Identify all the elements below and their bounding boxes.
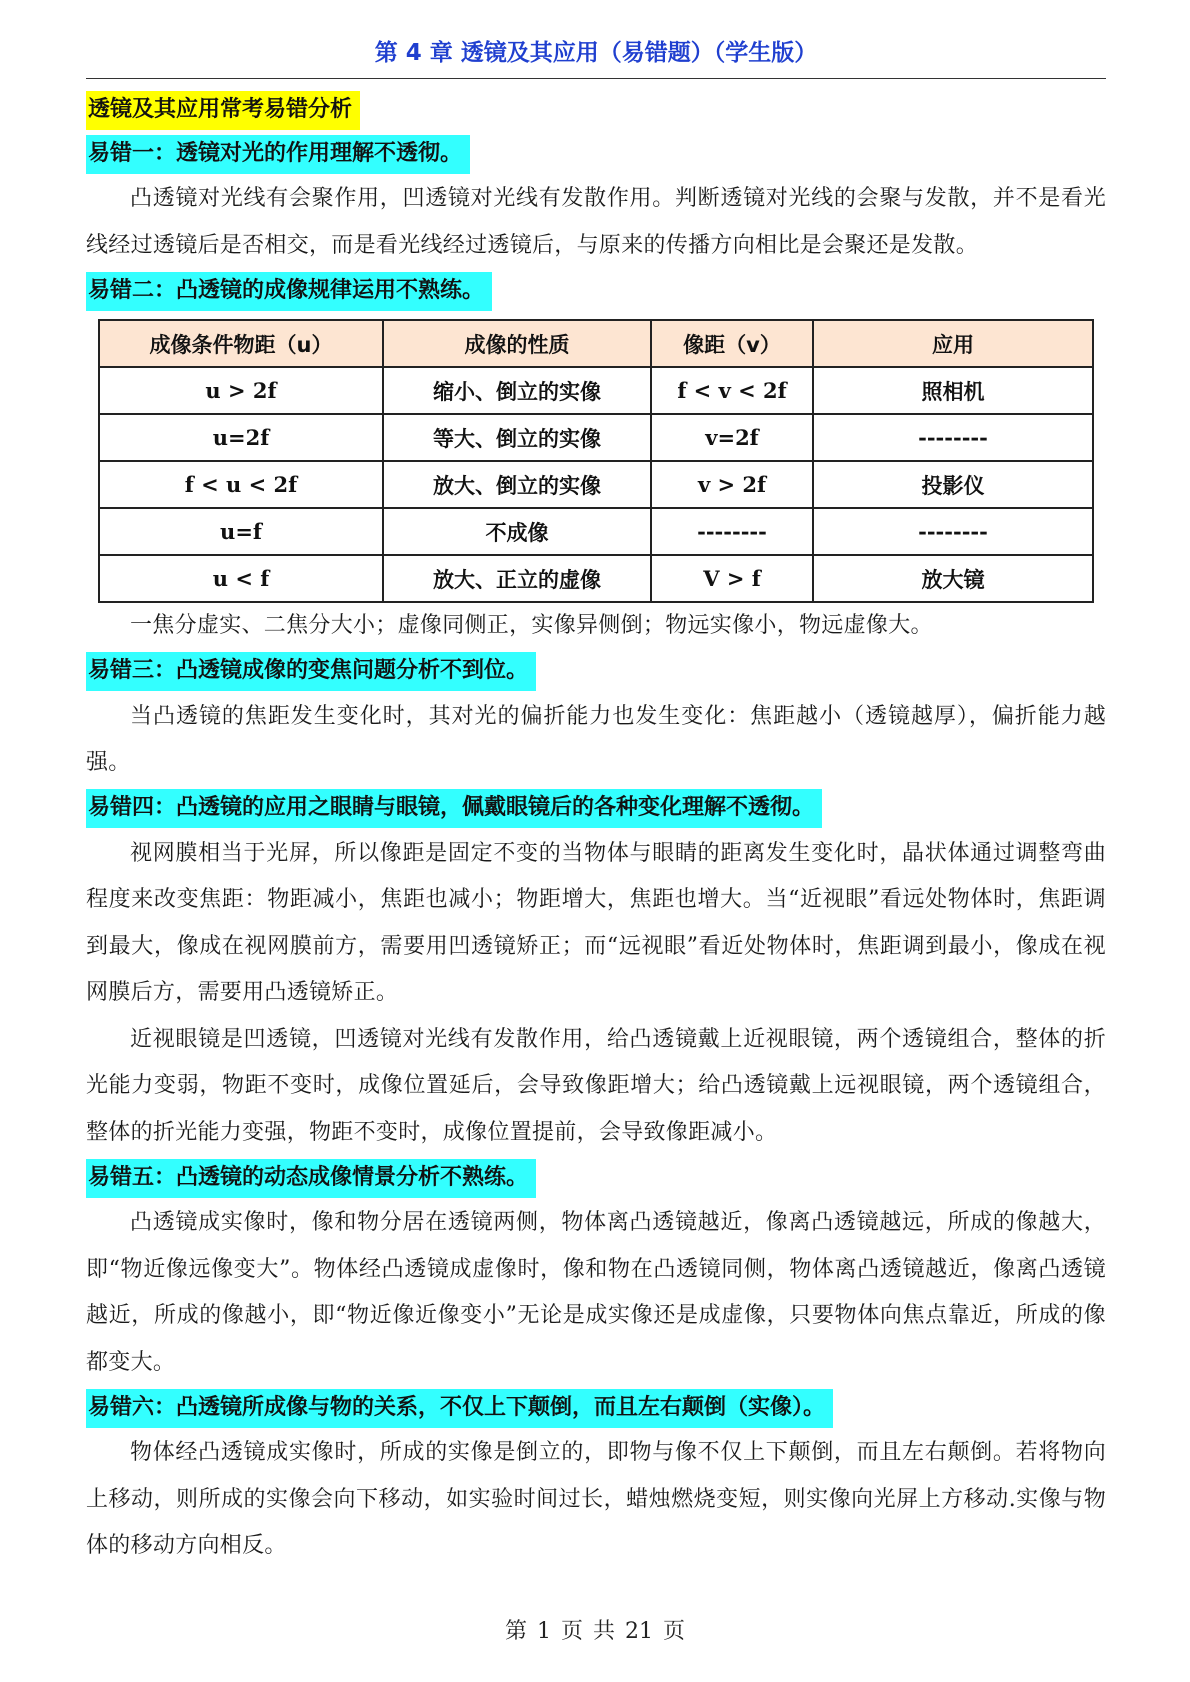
error-3-paragraph: 当凸透镜的焦距发生变化时，其对光的偏折能力也发生变化：焦距越小（透镜越厚），偏折能力越强。 xyxy=(86,703,1106,775)
table-cell: -------- xyxy=(813,508,1093,555)
header-divider xyxy=(86,78,1106,79)
error-2-heading: 易错二：凸透镜的成像规律运用不熟练。 xyxy=(86,272,492,311)
error-4-heading-row xyxy=(86,787,1106,831)
table-row xyxy=(99,508,1093,555)
error-1-paragraph: 凸透镜对光线有会聚作用，凹透镜对光线有发散作用。判断透镜对光线的会聚与发散，并不是看光线经过透镜后是否相交，而是看光线经过透镜后，与原来的传播方向相比是会聚还是发散。 xyxy=(86,186,1106,258)
footer-total-pages: 21 xyxy=(625,1619,654,1644)
table-cell: u > 2f xyxy=(99,367,383,414)
error-6-heading: 易错六：凸透镜所成像与物的关系，不仅上下颠倒，而且左右颠倒（实像）。 xyxy=(86,1389,833,1428)
footer-page-unit: 页 xyxy=(560,1619,583,1644)
table-cell: 不成像 xyxy=(383,508,651,555)
footer-page-label: 第 xyxy=(504,1619,527,1644)
table-cell: v > 2f xyxy=(651,461,813,508)
error-3-heading: 易错三：凸透镜成像的变焦问题分析不到位。 xyxy=(86,652,536,691)
error-1-heading-row xyxy=(86,132,1106,176)
section-title: 透镜及其应用常考易错分析 xyxy=(86,91,360,130)
table-cell: V > f xyxy=(651,555,813,602)
col-header-image-nature: 成像的性质 xyxy=(383,320,651,367)
table-cell: 缩小、倒立的实像 xyxy=(383,367,651,414)
col-header-application: 应用 xyxy=(813,320,1093,367)
table-cell: u=f xyxy=(99,508,383,555)
col-header-image-distance: 像距（v） xyxy=(651,320,813,367)
table-cell: u=2f xyxy=(99,414,383,461)
table-cell: 放大、正立的虚像 xyxy=(383,555,651,602)
page-content xyxy=(86,88,1106,1570)
table-cell: 放大、倒立的实像 xyxy=(383,461,651,508)
error-4-heading: 易错四：凸透镜的应用之眼睛与眼镜，佩戴眼镜后的各种变化理解不透彻。 xyxy=(86,789,822,828)
error-2-heading-row xyxy=(86,269,1106,313)
table-cell: f < v < 2f xyxy=(651,367,813,414)
error-3-heading-row xyxy=(86,650,1106,694)
col-header-object-distance: 成像条件物距（u） xyxy=(99,320,383,367)
table-header-row xyxy=(99,320,1093,367)
error-5-heading: 易错五：凸透镜的动态成像情景分析不熟练。 xyxy=(86,1159,536,1198)
table-cell: 投影仪 xyxy=(813,461,1093,508)
error-5-heading-row xyxy=(86,1156,1106,1200)
error-2-mnemonic: 一焦分虚实、二焦分大小；虚像同侧正，实像异侧倒；物远实像小，物远虚像大。 xyxy=(130,613,933,638)
error-5-paragraph: 凸透镜成实像时，像和物分居在透镜两侧，物体离凸透镜越近，像离凸透镜越远，所成的像越大，即“物近像远像变大”。物体经凸透镜成虚像时，像和物在凸透镜同侧，物体离凸透镜越近，像离凸透镜越近，所成的像越小，即“物近像近像变小”无论是成实像还是成虚像，只要物体向焦点靠近，所成的像都变大。 xyxy=(86,1210,1106,1375)
page-footer xyxy=(0,1614,1190,1645)
table-row xyxy=(99,367,1093,414)
table-cell: 等大、倒立的实像 xyxy=(383,414,651,461)
table-cell: 照相机 xyxy=(813,367,1093,414)
table-cell: v=2f xyxy=(651,414,813,461)
table-row xyxy=(99,414,1093,461)
error-1-heading: 易错一：透镜对光的作用理解不透彻。 xyxy=(86,135,470,174)
table-cell: u < f xyxy=(99,555,383,602)
table-cell: 放大镜 xyxy=(813,555,1093,602)
table-row xyxy=(99,555,1093,602)
page-header-title: 第 4 章 透镜及其应用（易错题）（学生版） xyxy=(374,40,818,66)
error-4-paragraph-2: 近视眼镜是凹透镜，凹透镜对光线有发散作用，给凸透镜戴上近视眼镜，两个透镜组合，整体的折光能力变弱，物距不变时，成像位置延后，会导致像距增大；给凸透镜戴上远视眼镜，两个透镜组合，整体的折光能力变强，物距不变时，成像位置提前，会导致像距减小。 xyxy=(86,1026,1106,1145)
section-title-row xyxy=(86,88,1106,132)
error-6-paragraph: 物体经凸透镜成实像时，所成的实像是倒立的，即物与像不仅上下颠倒，而且左右颠倒。若将物向上移动，则所成的实像会向下移动，如实验时间过长，蜡烛燃烧变短，则实像向光屏上方移动.实像与物体的移动方向相反。 xyxy=(86,1440,1106,1558)
footer-page-number: 1 xyxy=(536,1619,551,1644)
footer-total-unit: 页 xyxy=(663,1619,686,1644)
error-4-paragraph-1: 视网膜相当于光屏，所以像距是固定不变的当物体与眼睛的距离发生变化时，晶状体通过调整弯曲程度来改变焦距：物距减小，焦距也减小；物距增大，焦距也增大。当“近视眼”看远处物体时，焦距调到最大，像成在视网膜前方，需要用凹透镜矫正；而“远视眼”看近处物体时，焦距调到最小，像成在视网膜后方，需要用凸透镜矫正。 xyxy=(86,840,1106,1005)
imaging-rules-table xyxy=(98,319,1094,603)
error-6-heading-row xyxy=(86,1386,1106,1430)
table-cell: f < u < 2f xyxy=(99,461,383,508)
footer-total-label: 共 xyxy=(593,1619,616,1644)
table-cell: -------- xyxy=(813,414,1093,461)
table-cell: -------- xyxy=(651,508,813,555)
table-row xyxy=(99,461,1093,508)
